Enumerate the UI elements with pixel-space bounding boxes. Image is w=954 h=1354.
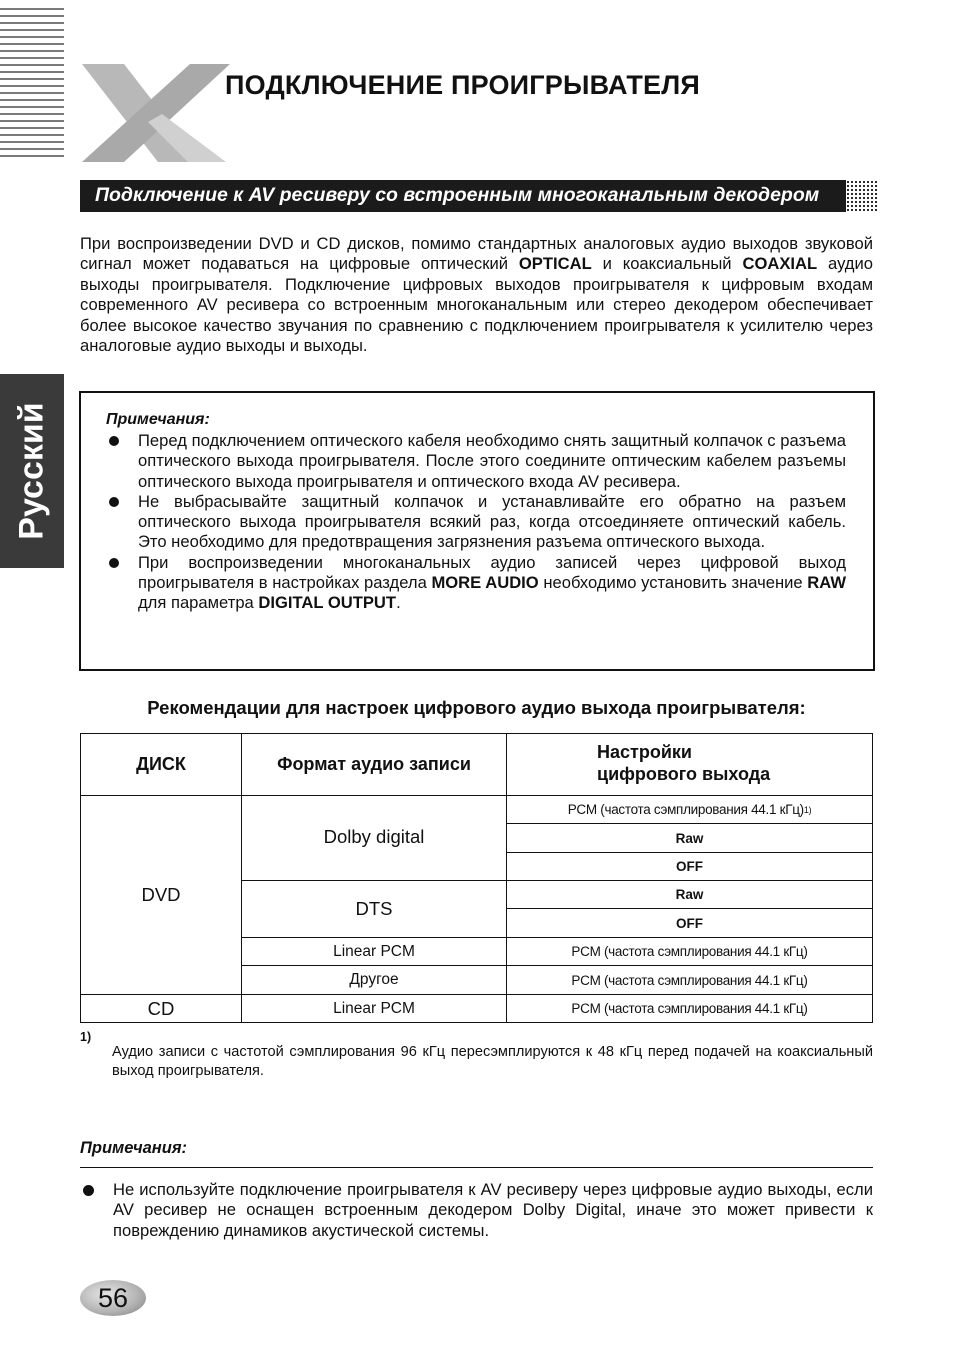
bullet-icon xyxy=(109,497,119,507)
optical-term: OPTICAL xyxy=(518,254,592,274)
side-tab-label: Русский xyxy=(12,402,51,540)
setting-dts-off: OFF xyxy=(676,915,703,931)
notes-title: Примечания: xyxy=(106,411,210,428)
coaxial-term: COAXIAL xyxy=(742,254,818,274)
page-number-badge xyxy=(80,1280,146,1316)
notes-list xyxy=(106,431,846,614)
bullet-icon xyxy=(109,436,119,446)
header-settings: Настройки цифрового выхода xyxy=(597,742,771,784)
page-title: ПОДКЛЮЧЕНИЕ ПРОИГРЫВАТЕЛЯ xyxy=(225,70,700,100)
disc-cd: CD xyxy=(147,997,175,1019)
setting-dolby-pcm: PCM (частота сэмплирования 44.1 кГц) 1) xyxy=(567,802,812,817)
section-banner xyxy=(80,180,846,212)
setting-dolby-raw: Raw xyxy=(675,830,704,846)
note-item: При воспроизведении многоканальных аудио записей через цифровой выход проигрывателя в настройках раздела MORE AUDIO необходимо установить значение RAW для параметра DIGITAL OUTPUT. xyxy=(106,553,846,614)
footnote-text: Аудио записи с частотой сэмплирования 96 кГц пересэмплируются к 48 кГц перед подачей на коаксиальный выход проигрывателя. xyxy=(112,1044,873,1079)
format-dolby: Dolby digital xyxy=(323,826,425,847)
setting-cd-linear-pcm: PCM (частота сэмплирования 44.1 кГц) xyxy=(571,1001,808,1016)
note-item: Не выбрасывайте защитный колпачок и устанавливайте его обратно на разъем оптического выхода проигрывателя всякий раз, когда отсоединяете оптический кабель. Это необходимо для предотвращения загрязнения разъема оптического выхода. xyxy=(106,492,846,553)
setting-linear-pcm: PCM (частота сэмплирования 44.1 кГц) xyxy=(571,944,808,959)
format-other: Другое xyxy=(349,971,399,988)
page-number: 56 xyxy=(97,1283,129,1313)
bullet-icon xyxy=(83,1185,94,1196)
header-format: Формат аудио записи xyxy=(277,754,471,774)
bullet-icon xyxy=(109,558,119,568)
table-heading: Рекомендации для настроек цифрового аудио выхода проигрывателя: xyxy=(147,697,806,718)
divider xyxy=(80,1167,873,1168)
format-cd-linear-pcm: Linear PCM xyxy=(333,999,415,1017)
setting-dts-raw: Raw xyxy=(675,887,704,902)
decorative-stripes xyxy=(0,8,64,162)
intro-paragraph: При воспроизведении DVD и CD дисков, помимо стандартных аналоговых аудио выходов звуковой сигнал может подаваться на цифровые оптический OPTICAL и коаксиальный COAXIAL аудио выходы проигрывателя. Подключение цифровых выходов проигрывателя к цифровым входам современного AV ресивера со встроенным многоканальным или стерео декодером обеспечивает более высокое качество звучания по сравнению с подключением проигрывателя к усилителю через аналоговые аудио выходы и выходы. xyxy=(80,234,873,356)
notes-box xyxy=(79,391,875,671)
disc-dvd: DVD xyxy=(141,884,181,905)
notes2-item: Не используйте подключение проигрывателя к AV ресиверу через цифровые аудио выходы, если AV ресивер не оснащен встроенным декодером Dolby Digital, иначе это может привести к повреждению динамиков акустической системы. xyxy=(80,1180,873,1241)
notes2-title: Примечания: xyxy=(80,1139,188,1157)
banner-dot-pattern xyxy=(846,180,878,212)
note-item: Перед подключением оптического кабеля необходимо снять защитный колпачок с разъема оптического выхода проигрывателя. После этого соедините оптическим кабелем разъемы оптического выхода проигрывателя и оптического входа AV ресивера. xyxy=(106,431,846,492)
setting-dolby-off: OFF xyxy=(676,859,703,874)
footnote-mark: 1) xyxy=(80,1030,92,1044)
section-title: Подключение к AV ресиверу со встроенным многоканальным декодером xyxy=(95,184,820,206)
header-disc: ДИСК xyxy=(136,754,186,774)
setting-other: PCM (частота сэмплирования 44.1 кГц) xyxy=(571,972,808,988)
x-logo xyxy=(78,62,230,166)
language-side-tab xyxy=(0,374,64,568)
format-dts: DTS xyxy=(355,898,393,919)
format-linear-pcm: Linear PCM xyxy=(333,942,415,960)
